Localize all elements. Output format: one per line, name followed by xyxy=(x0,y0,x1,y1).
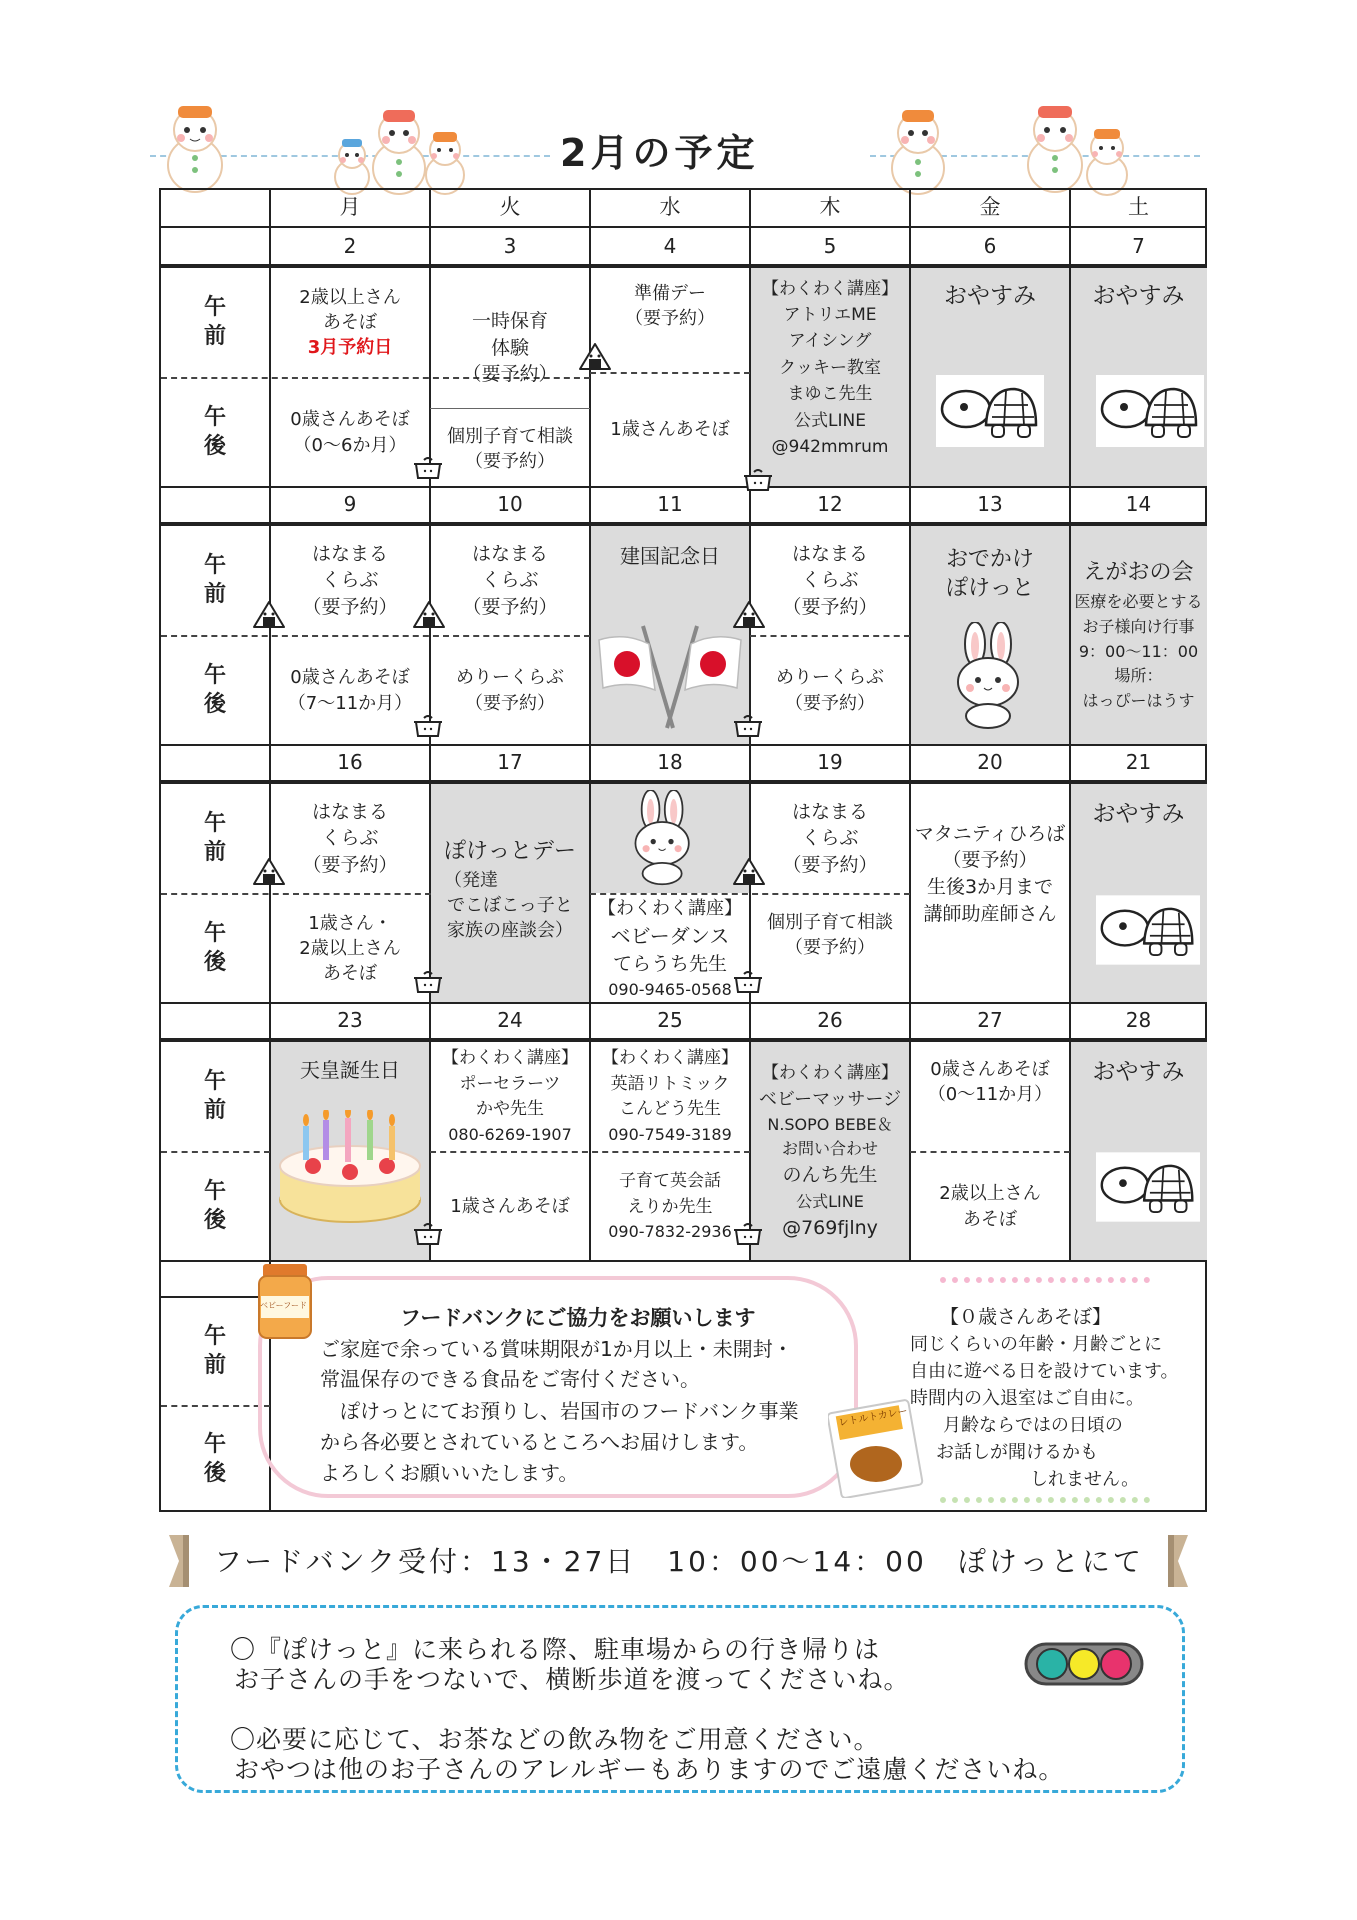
turtle-icon xyxy=(936,375,1044,447)
date-number: 21 xyxy=(1125,750,1152,774)
event-cell: 一時保育 体験 （要予約） xyxy=(462,310,558,386)
notice-line: 〇『ぽけっと』に来られる際、駐車場からの行き帰りは xyxy=(230,1635,881,1664)
page-title: 2月の予定 xyxy=(560,131,759,175)
date-number: 14 xyxy=(1125,492,1152,516)
onigiri-icon xyxy=(412,600,446,630)
holiday-label: 建国記念日 xyxy=(620,544,720,568)
foodbank-text-line: よろしくお願いいたします。 xyxy=(320,1461,579,1485)
am-label: 午 前 xyxy=(203,810,226,865)
zero-asobo-line: 自由に遊べる日を設けています。 xyxy=(910,1361,1179,1382)
event-cell: 2歳以上さん あそぼ xyxy=(939,1183,1041,1230)
japan-flag-icon xyxy=(595,622,745,732)
onigiri-icon xyxy=(732,857,766,887)
date-number: 17 xyxy=(497,750,523,774)
reservation-day-label: 3月予約日 xyxy=(307,337,393,359)
foodbank-text-line: ぽけっとにてお預りし、岩国市のフードバンク事業 xyxy=(320,1399,799,1423)
event-cell: 0歳さんあそぼ （0～11か月） xyxy=(927,1058,1053,1105)
event-cell: 【わくわく講座】 英語リトミック こんどう先生 090-7549-3189 xyxy=(602,1048,738,1144)
notice-line: 〇必要に応じて、お茶などの飲み物をご用意ください。 xyxy=(230,1725,880,1754)
holiday-label: おやすみ xyxy=(944,282,1036,309)
weekday-header: 火 xyxy=(499,195,521,220)
am-label: 午 前 xyxy=(203,1068,226,1123)
event-cell: はなまる くらぶ （要予約） xyxy=(302,800,398,876)
pot-icon xyxy=(732,970,764,994)
am-label: 午 前 xyxy=(203,1323,226,1378)
birthday-cake-icon xyxy=(273,1110,427,1230)
holiday-label: おやすみ xyxy=(1092,1058,1185,1085)
pm-label: 午 後 xyxy=(203,920,226,975)
snowman-small-icon xyxy=(1080,125,1134,197)
weekday-header: 水 xyxy=(659,195,681,220)
event-cell: はなまる くらぶ （要予約） xyxy=(462,542,558,618)
pm-label: 午 後 xyxy=(203,1431,226,1486)
event-cell: 【わくわく講座】 ベビーマッサージ N.SOPO BEBE＆ お問い合わせ のんち先生 公式LINE @769fjlny xyxy=(758,1062,902,1239)
event-cell: 準備デー （要予約） xyxy=(625,282,715,329)
dot-border-bottom xyxy=(940,1497,1150,1515)
date-number: 6 xyxy=(983,234,997,258)
date-number: 27 xyxy=(977,1008,1003,1032)
pot-icon xyxy=(732,714,764,738)
turtle-icon xyxy=(1096,1152,1200,1222)
date-number: 4 xyxy=(663,234,677,258)
pm-label: 午 後 xyxy=(203,1178,226,1233)
onigiri-icon xyxy=(732,600,766,630)
am-label: 午 前 xyxy=(203,294,226,349)
event-cell: 0歳さんあそぼ （0～6か月） xyxy=(290,409,410,456)
event-cell: おでかけ ぽけっと xyxy=(945,547,1034,601)
date-number: 9 xyxy=(343,492,357,516)
pot-icon xyxy=(742,468,774,492)
weekday-header: 金 xyxy=(979,195,1001,220)
zero-asobo-title: 【０歳さんあそぼ】 xyxy=(940,1306,1112,1328)
date-number: 12 xyxy=(817,492,843,516)
event-cell: 【わくわく講座】 アトリエME アイシング クッキー教室 まゆこ先生 公式LINE @942mmrum xyxy=(762,278,898,457)
foodbank-reception-banner xyxy=(172,1534,1182,1586)
rabbit-icon xyxy=(615,790,711,886)
am-label: 午 前 xyxy=(203,552,226,607)
date-number: 23 xyxy=(337,1008,363,1032)
turtle-icon xyxy=(1096,895,1200,965)
foodbank-text-line: から各必要とされているところへお届けします。 xyxy=(320,1430,759,1454)
date-number: 25 xyxy=(657,1008,683,1032)
holiday-label: 天皇誕生日 xyxy=(300,1058,400,1082)
pot-icon xyxy=(412,970,444,994)
rabbit-icon xyxy=(935,622,1043,730)
retort-curry-label: レトルトカレー xyxy=(837,1406,909,1429)
foodbank-title: フードバンクにご協力をお願いします xyxy=(400,1306,756,1330)
event-cell: 個別子育て相談 （要予約） xyxy=(767,911,893,958)
pot-icon xyxy=(412,1222,444,1246)
date-number: 13 xyxy=(977,492,1003,516)
zero-asobo-line: 月齢ならではの日頃の xyxy=(925,1415,1123,1436)
date-number: 18 xyxy=(657,750,683,774)
event-cell: はなまる くらぶ （要予約） xyxy=(302,542,398,618)
banner-text: フードバンク受付：13・27日 10：00～14：00 ぽけっとにて xyxy=(214,1545,1144,1578)
event-cell: 子育て英会話 えりか先生 090-7832-2936 xyxy=(608,1170,732,1242)
date-number: 2 xyxy=(343,234,357,258)
event-cell: えがおの会 医療を必要とする お子様向け行事 9：00～11：00 場所： はっぴーはうす xyxy=(1074,559,1203,711)
date-number: 11 xyxy=(657,492,683,516)
event-cell: 【わくわく講座】 ベビーダンス てらうち先生 090-9465-0568 xyxy=(598,897,742,1000)
foodbank-text-line: 常温保存のできる食品をご寄付ください。 xyxy=(320,1367,700,1391)
date-number: 16 xyxy=(337,750,363,774)
zero-asobo-line: 同じくらいの年齢・月齢ごとに xyxy=(910,1334,1162,1355)
dot-border-top xyxy=(940,1277,1150,1295)
event-cell: 1歳さんあそぼ xyxy=(610,419,730,441)
event-cell: はなまる くらぶ （要予約） xyxy=(782,542,878,618)
date-number: 10 xyxy=(497,492,523,516)
notice-line: お子さんの手をつないで、横断歩道を渡ってくださいね。 xyxy=(234,1665,910,1694)
snowman-icon xyxy=(160,100,230,195)
date-number: 20 xyxy=(977,750,1003,774)
zero-asobo-line: 時間内の入退室はご自由に。 xyxy=(910,1388,1144,1409)
weekday-header: 土 xyxy=(1128,195,1149,220)
date-number: 5 xyxy=(823,234,837,258)
traffic-light-icon xyxy=(1024,1640,1144,1688)
event-cell: はなまる くらぶ （要予約） xyxy=(782,800,878,876)
zero-asobo-line: お話しが聞けるかも xyxy=(936,1442,1098,1463)
holiday-label: おやすみ xyxy=(1092,800,1185,827)
date-number: 3 xyxy=(503,234,517,258)
snowman-icon xyxy=(885,104,951,196)
event-cell: ぽけっとデー （発達 でこぼこっ子と 家族の座談会） xyxy=(443,838,576,941)
onigiri-icon xyxy=(578,342,612,372)
notice-line: おやつは他のお子さんのアレルギーもありますのでご遠慮くださいね。 xyxy=(234,1755,1065,1784)
event-cell: 0歳さんあそぼ （7～11か月） xyxy=(287,667,413,714)
pm-label: 午 後 xyxy=(203,404,226,459)
pot-icon xyxy=(732,1222,764,1246)
foodbank-text-line: ご家庭で余っている賞味期限が1か月以上・未開封・ xyxy=(320,1337,793,1361)
onigiri-icon xyxy=(252,857,286,887)
date-number: 28 xyxy=(1125,1008,1152,1032)
pm-label: 午 後 xyxy=(203,662,226,717)
event-cell: 1歳さん・ 2歳以上さん あそぼ xyxy=(299,912,401,985)
event-cell: 2歳以上さん あそぼ 3月予約日 xyxy=(270,268,430,377)
date-number: 7 xyxy=(1132,234,1145,258)
event-cell: めりーくらぶ （要予約） xyxy=(456,667,564,714)
pot-icon xyxy=(412,714,444,738)
event-cell: マタニティひろば （要予約） 生後3か月まで 講師助産師さん xyxy=(914,822,1066,925)
date-number: 26 xyxy=(817,1008,843,1032)
event-cell: 1歳さんあそぼ xyxy=(450,1195,570,1217)
event-cell: 個別子育て相談 （要予約） xyxy=(447,425,573,472)
event-cell: めりーくらぶ （要予約） xyxy=(776,667,884,714)
snowman-small-icon xyxy=(420,128,470,196)
date-number: 19 xyxy=(817,750,843,774)
turtle-icon xyxy=(1096,375,1204,447)
zero-asobo-line: しれません。 xyxy=(940,1469,1140,1490)
onigiri-icon xyxy=(252,600,286,630)
pot-icon xyxy=(412,456,444,480)
holiday-label: おやすみ xyxy=(1092,282,1185,309)
baby-food-jar-label: ベビーフード xyxy=(260,1301,308,1310)
date-number: 24 xyxy=(497,1008,523,1032)
weekday-header: 月 xyxy=(339,195,361,220)
weekday-header: 木 xyxy=(819,195,841,220)
event-cell: 【わくわく講座】 ポーセラーツ かや先生 080-6269-1907 xyxy=(442,1048,578,1144)
